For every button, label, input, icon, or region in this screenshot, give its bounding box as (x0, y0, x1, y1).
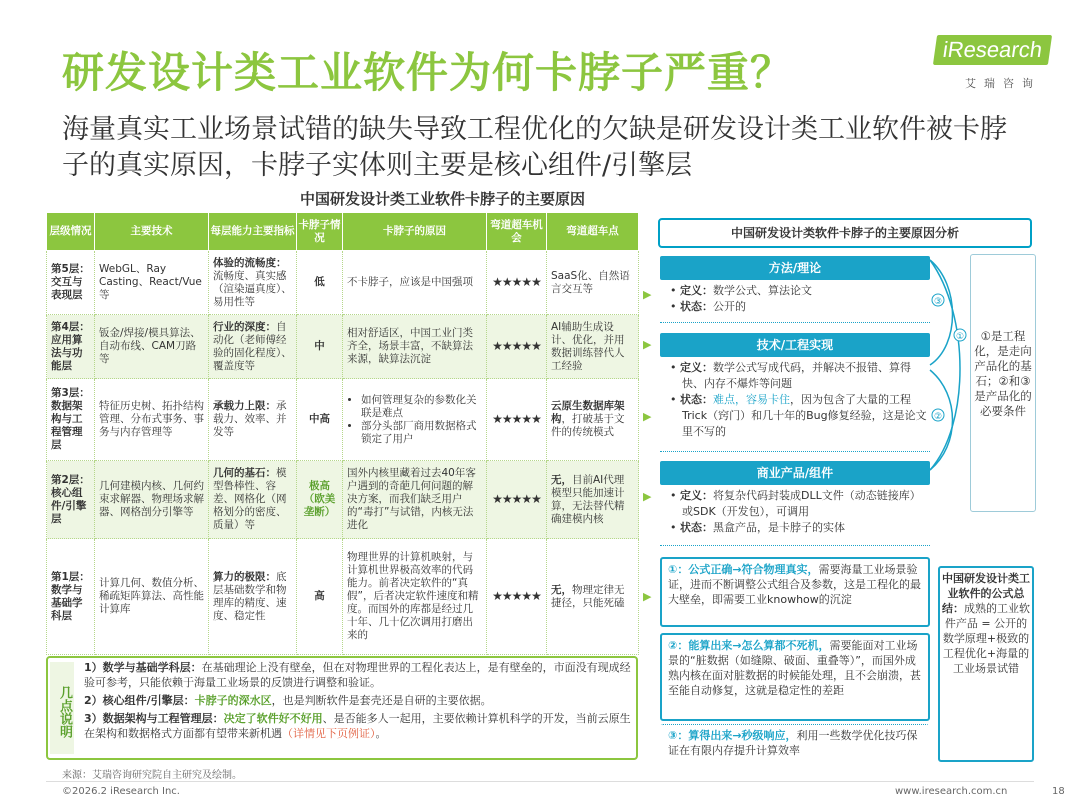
note-highlight: 决定了软件好不好用 (223, 712, 323, 725)
section-header-product: 商业产品/组件 (660, 461, 930, 485)
page-title: 研发设计类工业软件为何卡脖子严重？ (62, 48, 794, 97)
table-header: 每层能力主要指标 (209, 213, 297, 251)
metric-cell (209, 379, 297, 461)
point-head: 无， (551, 583, 572, 596)
explain-box-2 (660, 633, 930, 721)
logo-brand: iResearch (933, 35, 1052, 65)
reason-cell: 不卡脖子，应该是中国强项 (343, 251, 487, 315)
reason-cell: 国外内核里藏着过去40年客户遇到的奇葩几何问题的解决方案，而我们缺乏用户的“毒打”与试错，内核无法进化 (343, 461, 487, 539)
stars-rating: ★★★★★ (487, 251, 547, 315)
page-subtitle: 海量真实工业场景试错的缺失导致工程优化的欠缺是研发设计类工业软件被卡脖子的真实原因，卡脖子实体则主要是核心组件/引擎层 (62, 114, 1007, 181)
arrow-right-icon: ▶ (643, 490, 652, 503)
point-cell: AI辅助生成设计、优化，并用数据训练替代人工经验 (547, 315, 639, 379)
point-cell: SaaS化、自然语言交互等 (547, 251, 639, 315)
metric-cell (209, 315, 297, 379)
arc-line (930, 260, 960, 470)
section-row: • 定义：数学公式、算法论文 (670, 284, 812, 297)
point-cell (547, 461, 639, 539)
section-header-engineering: 技术/工程实现 (660, 333, 930, 357)
point-text: 物理定律无捷径，只能死磕 (551, 583, 625, 609)
formula-text: 成熟的工业软件产品 = 公开的数学原理+极致的工程优化+海量的工业场景试错 (942, 602, 1030, 675)
table-title: 中国研发设计类工业软件卡脖子的主要原因 (300, 190, 586, 208)
table-header: 弯道超车机会 (487, 213, 547, 251)
note-head: 1）数学与基础学科层： (84, 661, 202, 674)
table-header-row (47, 213, 639, 251)
source-note: 来源：艾瑞咨询研究院自主研究及绘制。 (62, 770, 242, 781)
row-key: 状态： (680, 521, 713, 534)
copyright: ©2026.2 iResearch Inc. (62, 786, 180, 797)
metric-head: 承载力上限： (213, 400, 276, 412)
section-row: • 状态：难点，容易卡住，因为包含了大量的工程Trick（窍门）和几十年的Bug修复经验，这是论文里不写的 (670, 393, 927, 438)
section-body-method (660, 283, 930, 323)
explain-box-1 (660, 557, 930, 627)
point-head: 云原生数据库架构 (551, 400, 625, 425)
row-key: 状态： (680, 300, 713, 313)
row-value: 将复杂代码封装成DLL文件（动态链接库）或SDK（开发包），可调用 (682, 489, 921, 518)
note-text: 、是否能多人一起用，主要依赖计算机科学的开发，当前云原生在架构和数据格式方面都有望带来新机遇 (84, 712, 631, 740)
stars-rating: ★★★★★ (487, 379, 547, 461)
row-key: 定义： (680, 489, 713, 502)
row-key: 定义： (680, 284, 713, 297)
table-row (47, 461, 639, 539)
circle-marker-label: ③ (933, 297, 943, 307)
footer-divider (46, 781, 1034, 782)
tech-cell: 计算几何、数值分析、稀疏矩阵算法、高性能计算库 (95, 539, 209, 655)
iresearch-logo (935, 35, 1055, 95)
point-cell (547, 539, 639, 655)
section-body-product (660, 488, 930, 546)
level-cell: 中 (297, 315, 343, 379)
logo-sub: 艾瑞咨询 (965, 77, 1041, 90)
tech-cell: 几何建模内核、几何约束求解器、物理场求解器、网格剖分引擎等 (95, 461, 209, 539)
section-header-method: 方法/理论 (660, 256, 930, 280)
arrow-right-icon: ▶ (643, 288, 652, 301)
metric-head: 算力的极限： (213, 570, 276, 583)
row-value-highlight: 难点，容易卡住 (713, 393, 790, 406)
layer-cell: 第2层：核心组件/引擎层 (47, 461, 95, 539)
metric-head: 体验的流畅度： (213, 256, 287, 269)
reason-bullet: • 部分头部厂商用数据格式锁定了用户 (361, 420, 482, 446)
point-head: 无， (551, 473, 572, 486)
table-header: 卡脖子情况 (297, 213, 343, 251)
box-highlight: ②：能算出来→怎么算都不死机， (668, 639, 830, 652)
reason-cell: 物理世界的计算机映射，与计算机世界极高效率的代码能力。前者决定软件的“真假”，后者决定软件速度和精度。而国外的库都是经过几十年、几十亿次调用打磨出来的 (343, 539, 487, 655)
table-header: 弯道超车点 (547, 213, 639, 251)
box-text: 利用一些数学优化技巧保证在有限内存提升计算效率 (668, 729, 918, 757)
notes-body (84, 660, 634, 744)
metric-head: 几何的基石： (213, 467, 276, 479)
point-cell (547, 379, 639, 461)
metric-text: 流畅度、真实感（渲染逼真度）、易用性等 (213, 269, 292, 308)
note-highlight: 卡脖子的深水区 (194, 694, 272, 707)
box-highlight: ①：公式正确→符合物理真实， (668, 563, 819, 576)
layer-cell: 第1层：数学与基础学科层 (47, 539, 95, 655)
explain-box-3 (660, 724, 930, 760)
row-key: 定义： (680, 361, 713, 374)
formula-head: 中国研发设计类工业软件的公式总结： (942, 572, 1030, 615)
table-row (47, 539, 639, 655)
stars-rating: ★★★★★ (487, 539, 547, 655)
flow-arcs (920, 255, 970, 485)
note-head: 3）数据架构与工程管理层： (84, 712, 224, 725)
causes-table (46, 212, 639, 655)
section-row: • 定义：将复杂代码封装成DLL文件（动态链接库）或SDK（开发包），可调用 (670, 489, 921, 518)
point-text: 目前AI代理模型只能加速计算，无法替代精确建模内核 (551, 473, 625, 525)
stars-rating: ★★★★★ (487, 315, 547, 379)
metric-text: 自动化（老师傅经验的固化程度）、覆盖度等 (213, 320, 292, 372)
row-value: 公开的 (713, 300, 746, 313)
arrow-right-icon: ▶ (643, 338, 652, 351)
tech-cell: WebGL、Ray Casting、React/Vue等 (95, 251, 209, 315)
circle-marker-label: ① (955, 332, 965, 342)
note-item (84, 711, 634, 741)
stars-rating: ★★★★★ (487, 461, 547, 539)
level-cell: 中高 (297, 379, 343, 461)
box-text: 需要能面对工业场景的“脏数据（如缝隙、破面、重叠等）”，而国外成熟内核在面对脏数据的时候能处理，且不会崩溃，甚至能自动修复，这就是稳定性的差距 (668, 639, 921, 697)
row-key: 状态： (680, 393, 713, 406)
formula-box (938, 566, 1034, 762)
metric-text: 底层基础数学和物理库的精度、速度、稳定性 (213, 570, 287, 622)
analysis-title: 中国研发设计类软件卡脖子的主要原因分析 (658, 218, 1032, 248)
tech-cell: 钣金/焊接/模具算法、自动布线、CAM刀路等 (95, 315, 209, 379)
metric-cell (209, 461, 297, 539)
arrow-right-icon: ▶ (643, 410, 652, 423)
metric-text: 承载力、效率、并发等 (213, 400, 287, 438)
note-end: 。 (375, 727, 387, 740)
table-row (47, 315, 639, 379)
arrow-right-icon: ▶ (643, 590, 652, 603)
metric-cell (209, 539, 297, 655)
note-head: 2）核心组件/引擎层： (84, 694, 195, 707)
note-text: 在基础理论上没有壁垒，但在对物理世界的工程化表达上，是有壁垒的，市面没有现成经验可参考，只能依赖于海量工业场景的反馈进行调整和验证。 (84, 661, 631, 689)
section-row: • 定义：数学公式写成代码，并解决不报错、算得快、内存不爆炸等问题 (670, 361, 911, 390)
level-cell: 高 (297, 539, 343, 655)
tech-cell: 特征历史树、拓扑结构管理、分布式事务、事务与内存管理等 (95, 379, 209, 461)
row-value: 数学公式、算法论文 (713, 284, 812, 297)
table-row (47, 251, 639, 315)
point-text: ，打破基于文件的传统模式 (551, 413, 625, 438)
metric-text: 模型鲁棒性、容差、网格化（网格划分的密度、质量）等 (213, 467, 287, 531)
arc-line (930, 260, 953, 365)
reason-bullet: • 如何管理复杂的参数化关联是难点 (361, 394, 482, 420)
notes-tag: 几点说明 (50, 662, 74, 754)
layer-cell: 第4层：应用算法与功能层 (47, 315, 95, 379)
table-header: 卡脖子的原因 (343, 213, 487, 251)
box-highlight: ③：算得出来→秒级响应， (668, 729, 797, 742)
row-value: 黑盒产品，是卡脖子的实体 (713, 521, 845, 534)
metric-head: 行业的深度： (213, 320, 276, 333)
website-link[interactable]: www.iresearch.com.cn (895, 786, 1008, 797)
circle-marker-label: ② (933, 412, 943, 422)
section-row: • 状态：公开的 (670, 300, 746, 313)
row-value: 数学公式写成代码，并解决不报错、算得快、内存不爆炸等问题 (682, 361, 911, 390)
table-header: 层级情况 (47, 213, 95, 251)
row-value: ，因为包含了大量的工程Trick（窍门）和几十年的Bug修复经验，这是论文里不写的 (682, 393, 927, 438)
level-cell: 极高（欧美垄断） (297, 461, 343, 539)
reason-cell: 相对舒适区，中国工业门类齐全，场景丰富，不缺算法来源，缺算法沉淀 (343, 315, 487, 379)
section-row: • 状态：黑盒产品，是卡脖子的实体 (670, 521, 845, 534)
reason-cell (343, 379, 487, 461)
layer-cell: 第3层：数据架构与工程管理层 (47, 379, 95, 461)
note-text: ，也是判断软件是套壳还是自研的主要依据。 (271, 694, 492, 707)
box-text: 需要海量工业场景验证，进而不断调整公式组合及参数，这是工程化的最大壁垒，即需要工业knowhow的沉淀 (668, 563, 921, 606)
note-link-text: （详情见下页例证） (282, 727, 376, 740)
note-item (84, 693, 634, 708)
table-row (47, 379, 639, 461)
page-number: 18 (1052, 786, 1065, 797)
note-item (84, 660, 634, 690)
level-cell: 低 (297, 251, 343, 315)
layer-cell: 第5层：交互与表现层 (47, 251, 95, 315)
circle-note-box: ①是工程化，是走向产品化的基石；②和③是产品化的必要条件 (970, 254, 1036, 512)
section-body-engineering (660, 360, 930, 452)
metric-cell (209, 251, 297, 315)
table-header: 主要技术 (95, 213, 209, 251)
